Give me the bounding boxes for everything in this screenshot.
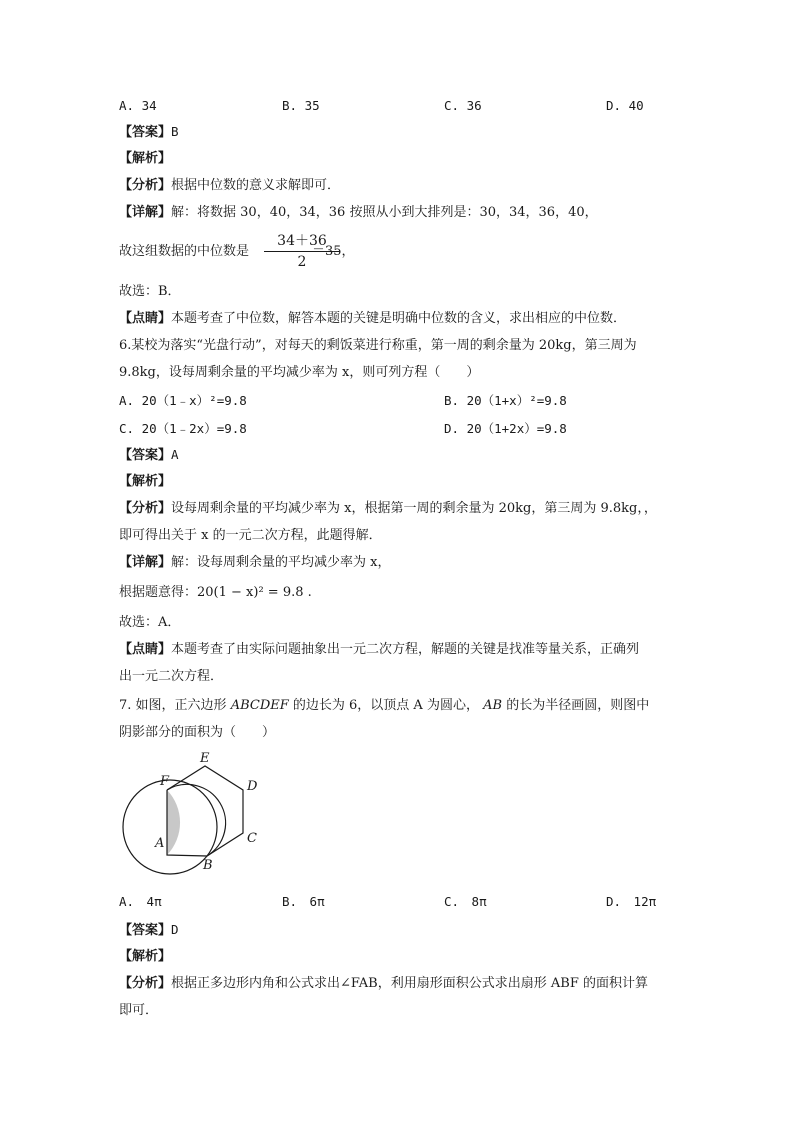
label-B: B — [203, 858, 213, 873]
q6-stem-line-1: 6.某校为落实“光盘行动”，对每天的剩饭菜进行称重，第一周的剩余量为 20kg，第三周为 — [119, 338, 637, 353]
q5-option-c: C. 36 — [444, 98, 482, 113]
q6-equation: 20(1 − x)² = 9.8 . — [197, 585, 312, 600]
q7-option-b: B. 6π — [282, 894, 325, 909]
shaded-region — [167, 790, 180, 855]
answer-tag: 【答案】 — [119, 448, 172, 463]
xiangjie-tag: 【详解】 — [119, 205, 172, 220]
q5-answer-line — [119, 123, 179, 142]
q6-dianjing-line-1 — [119, 641, 639, 659]
q7-answer-line — [119, 921, 179, 940]
q6-equation-line — [119, 584, 312, 602]
q6-fenxi-text: 设每周剩余量的平均减少率为 x，根据第一周的剩余量为 20kg，第三周为 9.8kg，， — [171, 501, 657, 516]
q7-fenxi-line-1 — [119, 975, 648, 993]
q5-conclusion: 故选：B． — [119, 284, 181, 299]
q7-stem-part-b: 的边长为 6，以顶点 A 为圆心， — [292, 698, 479, 713]
q7-analysis-heading: 【解析】 — [119, 949, 172, 964]
q6-option-b: B. 20（1+x）²=9.8 — [444, 393, 567, 408]
q7-answer: D — [171, 922, 179, 937]
label-C: C — [247, 831, 257, 846]
q7-stem-part-c: 的长为半径画圆，则图中 — [506, 698, 650, 713]
q6-fenxi-line-1 — [119, 500, 657, 518]
answer-tag: 【答案】 — [119, 125, 172, 140]
label-D: D — [247, 779, 258, 794]
q6-dianjing-line-2: 出一元二次方程． — [119, 669, 224, 684]
q5-analysis-heading: 【解析】 — [119, 151, 172, 166]
q6-option-c: C. 20（1﹣2x）=9.8 — [119, 421, 247, 436]
hexagon-circle-figure — [115, 748, 275, 878]
q6-answer-line — [119, 446, 179, 465]
label-E: E — [200, 751, 210, 766]
q5-option-b: B. 35 — [282, 98, 320, 113]
q7-stem-line-1 — [119, 697, 649, 715]
q5-median-prefix: 故这组数据的中位数是 — [119, 244, 250, 259]
q6-analysis-heading: 【解析】 — [119, 474, 172, 489]
q5-fenxi — [119, 177, 340, 195]
label-F: F — [160, 774, 170, 789]
q7-stem-segment: AB — [483, 698, 503, 713]
fraction-denominator: 2 — [297, 254, 307, 270]
q6-option-d: D. 20（1+2x）=9.8 — [444, 421, 567, 436]
q7-stem-part-a: 7. 如图，正六边形 — [119, 698, 227, 713]
q6-dianjing-text: 本题考查了由实际问题抽象出一元二次方程，解题的关键是找准等量关系，正确列 — [171, 642, 640, 657]
dianjing-tag: 【点睛】 — [119, 642, 172, 657]
fenxi-tag: 【分析】 — [119, 501, 172, 516]
q7-option-a: A. 4π — [119, 894, 162, 909]
fraction-numerator: 34＋36 — [277, 233, 327, 249]
q5-option-d: D. 40 — [606, 98, 644, 113]
answer-tag: 【答案】 — [119, 923, 172, 938]
q6-conclusion: 故选：A． — [119, 615, 181, 630]
q6-stem-line-2: 9.8kg，设每周剩余量的平均减少率为 x，则可列方程（ ） — [119, 365, 480, 380]
q7-fenxi-line-2: 即可． — [119, 1003, 159, 1018]
dianjing-tag: 【点睛】 — [119, 311, 172, 326]
q5-xiangjie-text: 解：将数据 30，40，34，36 按照从小到大排列是：30，34，36，40， — [171, 205, 598, 220]
q6-answer: A — [171, 447, 179, 462]
q5-dianjing — [119, 310, 626, 328]
q5-median-result: ＝35， — [312, 244, 355, 259]
q6-xiangjie-text: 解：设每周剩余量的平均减少率为 x， — [171, 555, 391, 570]
q6-option-a: A. 20（1﹣x）²=9.8 — [119, 393, 247, 408]
q6-fenxi-line-2: 即可得出关于 x 的一元二次方程，此题得解． — [119, 528, 382, 543]
xiangjie-tag: 【详解】 — [119, 555, 172, 570]
q5-option-a: A. 34 — [119, 98, 157, 113]
q5-median-line — [119, 243, 249, 261]
fenxi-tag: 【分析】 — [119, 178, 172, 193]
q7-fenxi-text: 根据正多边形内角和公式求出∠FAB，利用扇形面积公式求出扇形 ABF 的面积计算 — [171, 976, 648, 991]
q5-answer: B — [171, 124, 179, 139]
q7-stem-line-2: 阴影部分的面积为（ ） — [119, 725, 276, 740]
q7-stem-polygon: ABCDEF — [230, 698, 289, 713]
q5-xiangjie — [119, 204, 598, 222]
q6-equation-prefix: 根据题意得： — [119, 585, 198, 600]
q6-xiangjie — [119, 554, 390, 572]
fenxi-tag: 【分析】 — [119, 976, 172, 991]
q7-option-c: C. 8π — [444, 894, 487, 909]
q5-dianjing-text: 本题考查了中位数，解答本题的关键是明确中位数的含义，求出相应的中位数． — [171, 311, 627, 326]
label-A: A — [155, 836, 165, 851]
q7-option-d: D. 12π — [606, 894, 657, 909]
q5-fenxi-text: 根据中位数的意义求解即可． — [171, 178, 341, 193]
